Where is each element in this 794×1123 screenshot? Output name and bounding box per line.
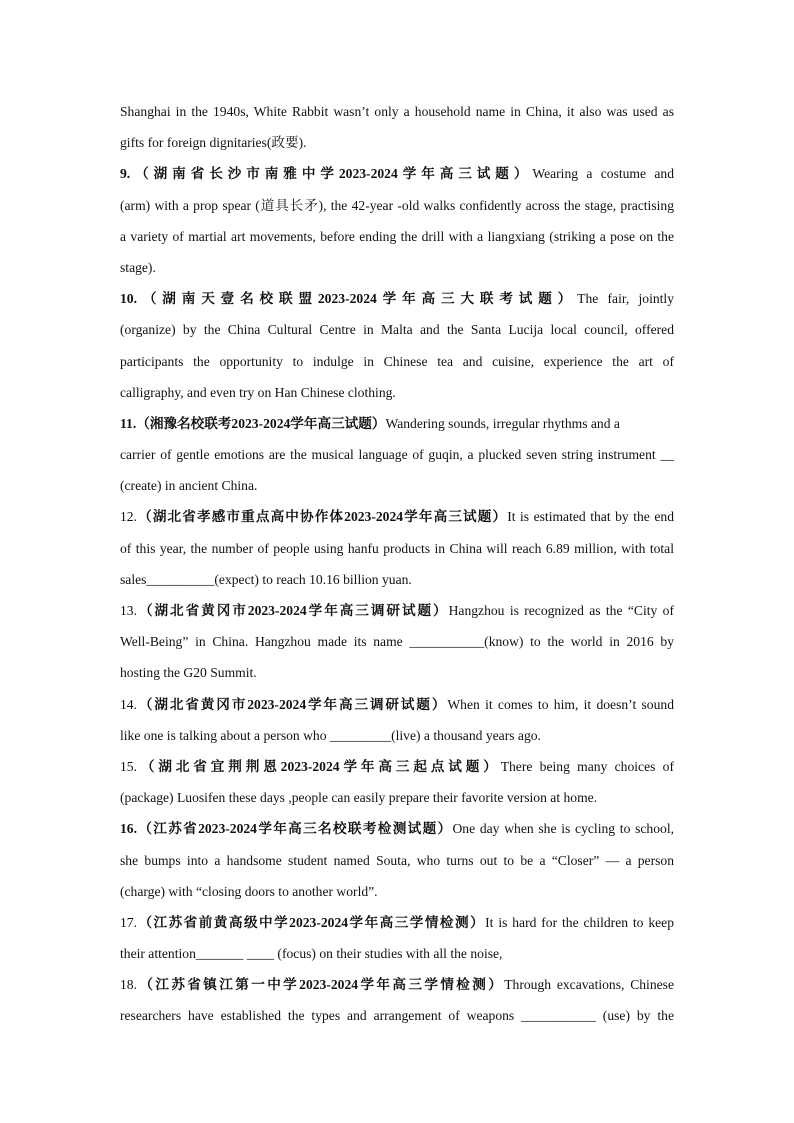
question-number: 14. bbox=[120, 696, 137, 712]
question-text: a variety of martial art movements, before ending the drill with a liangxiang (striking a pose on the bbox=[120, 228, 674, 244]
question-14 bbox=[120, 689, 674, 751]
question-13 bbox=[120, 595, 674, 689]
question-text: Wearing a costume and bbox=[532, 166, 674, 182]
question-15 bbox=[120, 751, 674, 813]
question-text: researchers have established the types and arrangement of weapons ___________ (use) by the bbox=[120, 1008, 674, 1024]
question-12 bbox=[120, 501, 674, 595]
question-text: calligraphy, and even try on Han Chinese clothing. bbox=[120, 384, 396, 400]
question-source: （江苏省2023-2024学年高三名校联考检测试题） bbox=[137, 821, 453, 837]
question-number: 9. bbox=[120, 166, 131, 182]
question-text: It is hard for the children to keep bbox=[485, 914, 675, 930]
question-text: Wandering sounds, irregular rhythms and a bbox=[385, 415, 620, 431]
question-17 bbox=[120, 907, 674, 969]
question-source: （湖北省黄冈市2023-2024学年高三调研试题） bbox=[137, 696, 448, 712]
question-source: （湖北省孝感市重点高中协作体2023-2024学年高三试题） bbox=[137, 509, 508, 525]
question-text: It is estimated that by the end bbox=[507, 509, 674, 525]
question-18 bbox=[120, 969, 674, 1031]
question-number: 12. bbox=[120, 509, 137, 525]
question-text: participants the opportunity to indulge in Chinese tea and cuisine, experience the art of bbox=[120, 353, 674, 369]
question-number: 17. bbox=[120, 914, 137, 930]
question-text: sales__________(expect) to reach 10.16 billion yuan. bbox=[120, 571, 412, 587]
question-source: （湘豫名校联考2023-2024学年高三试题） bbox=[136, 415, 386, 431]
question-text: The fair, jointly bbox=[577, 291, 674, 307]
question-list bbox=[120, 96, 674, 1032]
question-text: (create) in ancient China. bbox=[120, 478, 258, 494]
question-text: There being many choices of bbox=[500, 758, 674, 774]
question-text: Through excavations, Chinese bbox=[504, 977, 674, 993]
question-number: 18. bbox=[120, 977, 137, 993]
question-text: When it comes to him, it doesn’t sound bbox=[447, 696, 674, 712]
question-source: （江苏省镇江第一中学2023-2024学年高三学情检测） bbox=[137, 977, 505, 993]
question-text: One day when she is cycling to school, bbox=[452, 821, 675, 837]
intro-passage bbox=[120, 96, 674, 158]
question-number: 13. bbox=[120, 603, 137, 618]
question-text: their attention_______ ____ (focus) on their studies with all the noise, bbox=[120, 946, 503, 962]
question-number: 11. bbox=[120, 415, 137, 431]
question-text: Well-Being” in China. Hangzhou made its name ___________(know) to the world in 2016 by bbox=[120, 634, 674, 650]
question-number: 15. bbox=[120, 758, 137, 774]
intro-line: Shanghai in the 1940s, White Rabbit wasn’t only a household name in China, it also was used as bbox=[120, 104, 674, 119]
question-source: （湖北省宜荆荆恩2023-2024学年高三起点试题） bbox=[137, 758, 501, 774]
question-text: Hangzhou is recognized as the “City of bbox=[448, 603, 674, 618]
question-text: (charge) with “closing doors to another world”. bbox=[120, 883, 378, 899]
question-11 bbox=[120, 408, 674, 502]
question-10 bbox=[120, 283, 674, 408]
question-number: 16. bbox=[120, 821, 137, 837]
question-text: of this year, the number of people using hanfu products in China will reach 6.89 million, with total bbox=[120, 540, 674, 556]
question-16 bbox=[120, 813, 674, 907]
question-text: she bumps into a handsome student named Souta, who turns out to be a “Closer” — a person bbox=[120, 852, 674, 868]
question-text: (organize) by the China Cultural Centre in Malta and the Santa Lucija local council, offered bbox=[120, 322, 674, 338]
intro-line: gifts for foreign dignitaries(政要). bbox=[120, 135, 307, 151]
question-text: like one is talking about a person who _________(live) a thousand years ago. bbox=[120, 727, 541, 743]
question-text: carrier of gentle emotions are the musical language of guqin, a plucked seven string instrument __ bbox=[120, 447, 674, 463]
question-9 bbox=[120, 158, 674, 283]
question-source: （湖南天壹名校联盟2023-2024学年高三大联考试题） bbox=[137, 291, 578, 307]
question-number: 10. bbox=[120, 291, 137, 307]
question-source: （湖北省黄冈市2023-2024学年高三调研试题） bbox=[137, 603, 449, 618]
question-text: hosting the G20 Summit. bbox=[120, 665, 257, 681]
question-text: (package) Luosifen these days ,people can easily prepare their favorite version at home. bbox=[120, 790, 598, 806]
question-source: （湖南省长沙市南雅中学2023-2024学年高三试题） bbox=[130, 166, 533, 182]
question-source: （江苏省前黄高级中学2023-2024学年高三学情检测） bbox=[137, 914, 486, 930]
question-text: (arm) with a prop spear (道具长矛), the 42-year -old walks confidently across the stage, practising bbox=[120, 197, 674, 213]
question-text: stage). bbox=[120, 259, 156, 275]
